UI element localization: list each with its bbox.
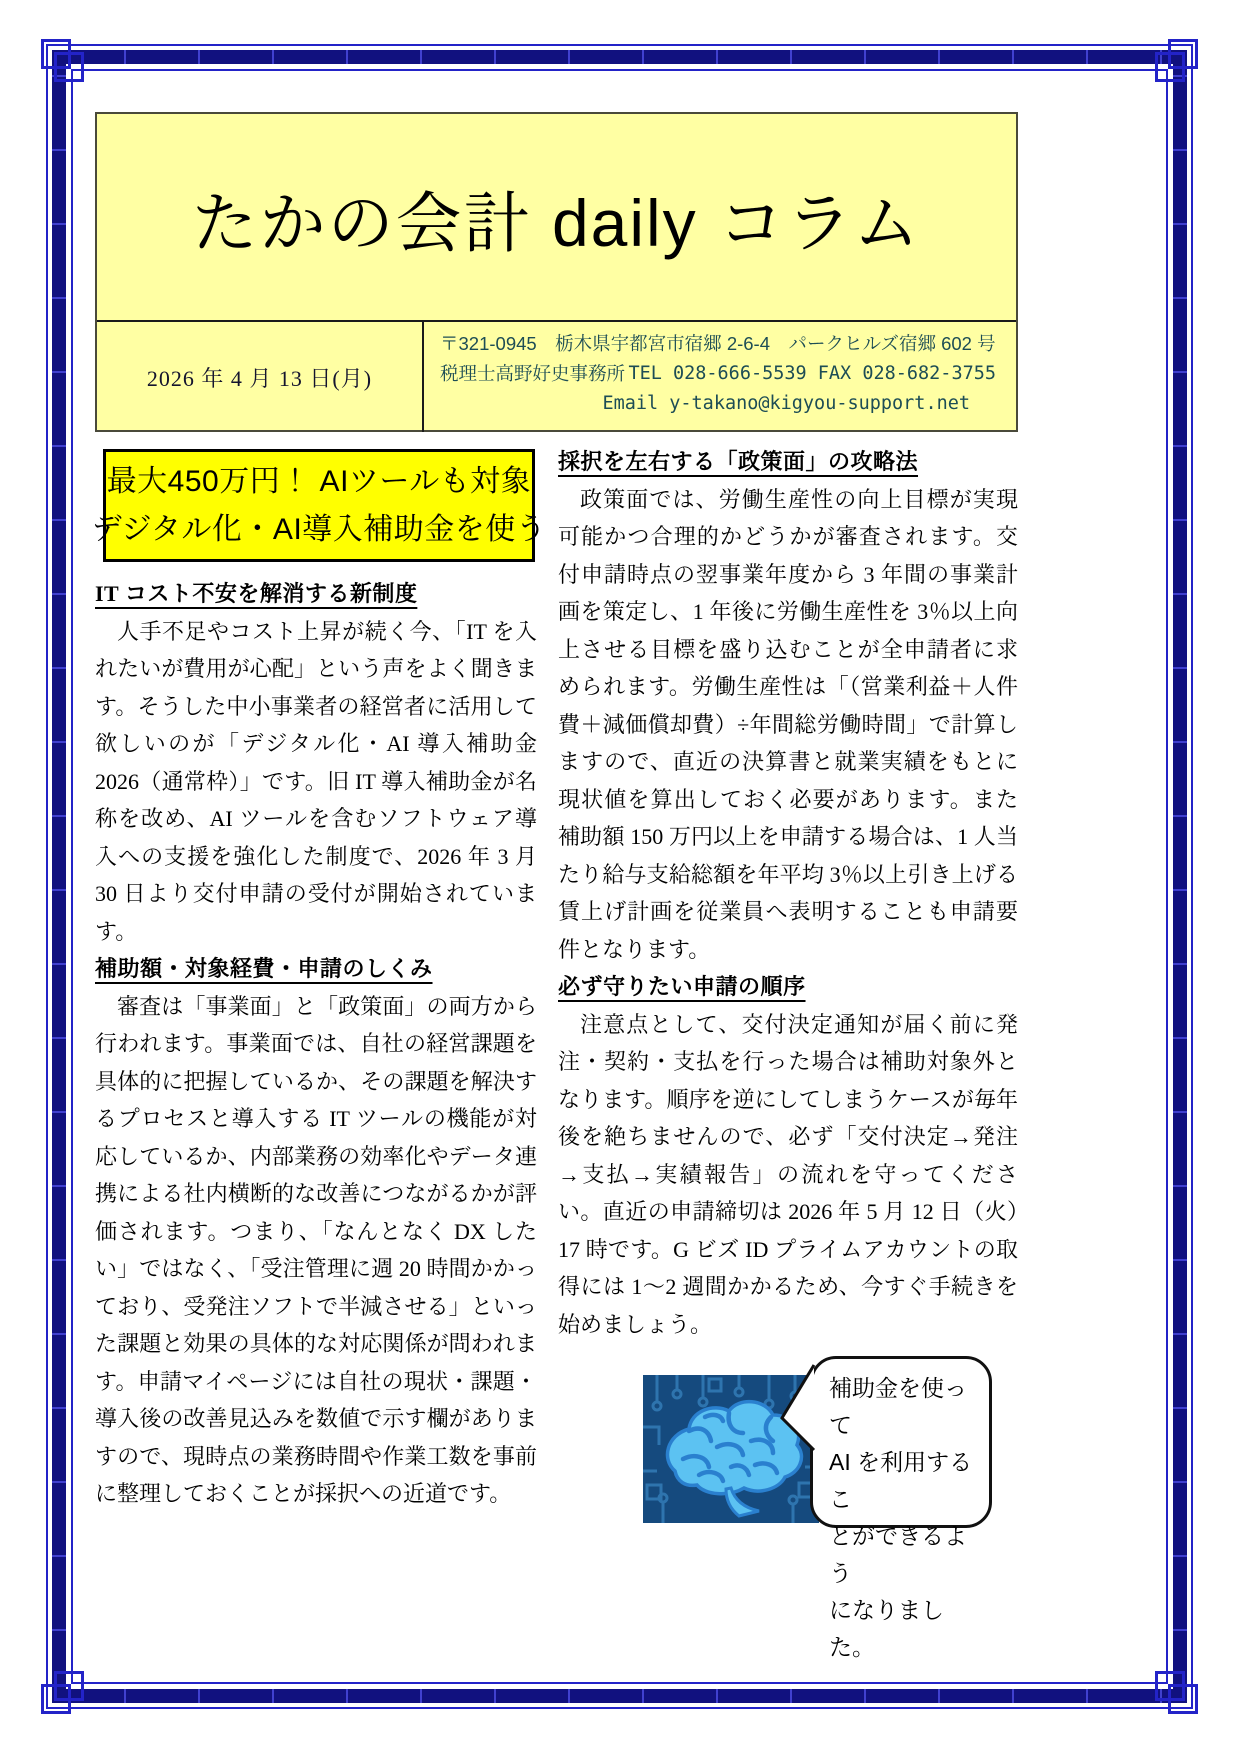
office-address: 〒321-0945 栃木県宇都宮市宿郷 2-6-4 パークヒルズ宿郷 602 号 (440, 333, 996, 354)
newsletter-title-row (97, 114, 1016, 322)
section-body: 注意点として、交付決定通知が届く前に発注・契約・支払を行った場合は補助対象外となります。順序を逆にしてしまうケースが毎年後を絶ちませんので、必ず「交付決定→発注→支払→実績報告」の流れを守ってください。直近の申請締切は 2026 年 5 月 12 日（火）17 時です。G ビズ ID プライムアカウントの取得には 1～2 週間かかるため、今すぐ手続きを始めましょう。 (558, 1011, 1018, 1337)
section-body: 審査は「事業面」と「政策面」の両方から行われます。事業面では、自社の経営課題を具体的に把握しているか、その課題を解決するプロセスと導入する IT ツールの機能が対応しているか、内部業務の効率化やデータ連携による社内横断的な改善につながるかが評価されます。つまり、「なんとなく DX したい」ではなく、「受注管理に週 20 時間かかっており、受発注ソフトで半減させる」といった課題と効果の具体的な対応関係が問われます。申請マイページには自社の現状・課題・導入後の改善見込みを数値で示す欄がありますので、現時点の業務時間や作業工数を事前に整理しておくことが採択への近道です。 (95, 993, 537, 1506)
section-body: 政策面では、労働生産性の向上目標が実現可能かつ合理的かどうかが審査されます。交付申請時点の翌事業年度から 3 年間の事業計画を策定し、1 年後に労働生産性を 3％以上向上させる目標を盛り込むことが全申請者に求められます。労働生産性は「（営業利益＋人件費＋減価償却費）÷年間総労働時間」で計算しますので、直近の決算書と就業実績をもとに現状値を算出しておく必要があります。また補助額 150 万円以上を申請する場合は、1 人当たり給与支給総額を年平均 3％以上引き上げる賃上げ計画を従業員へ表明することも申請要件となります。 (558, 486, 1018, 962)
corner-ornament-bottom-left (54, 1671, 84, 1701)
newsletter-title: たかの会計 daily コラム (191, 185, 922, 260)
masthead-info-row (97, 322, 1016, 432)
office-email: Email y-takano@kigyou-support.net (602, 393, 970, 414)
corner-ornament-top-right (1168, 39, 1198, 69)
issue-date: 2026 年 4 月 13 日(月) (97, 322, 424, 432)
section-heading: 採択を左右する「政策面」の攻略法 (558, 449, 919, 474)
masthead (95, 112, 1018, 432)
page-border-band-left (52, 50, 66, 1703)
corner-ornament-top-left (41, 39, 71, 69)
lead-headline-box (91, 449, 547, 562)
corner-ornament-top-right (1155, 52, 1185, 82)
bubble-line: AI を利用するこ (829, 1449, 973, 1512)
section-heading: IT コスト不安を解消する新制度 (95, 581, 418, 606)
corner-ornament-bottom-right (1168, 1684, 1198, 1714)
headline-line2: デジタル化・AI導入補助金を使う (91, 512, 547, 546)
office-tel-fax: TEL 028-666-5539 FAX 028-682-3755 (628, 363, 996, 384)
headline-line1: 最大450万円！ AIツールも対象 (106, 464, 532, 498)
section-heading: 補助額・対象経費・申請のしくみ (95, 956, 433, 981)
page-border-band-top (52, 50, 1187, 64)
speech-bubble-tail (778, 1362, 816, 1454)
office-contact-block (424, 322, 1016, 432)
section-body: 人手不足やコスト上昇が続く今、「IT を入れたいが費用が心配」という声をよく聞きます。そうした中小事業者の経営者に活用して欲しいのが「デジタル化・AI 導入補助金 2026（通常枠）」です。旧 IT 導入補助金が名称を改め、AI ツールを含むソフトウェア導入への支援を強化した制度で、2026 年 3 月 30 日より交付申請の受付が開始されています。 (95, 618, 537, 944)
section-heading: 必ず守りたい申請の順序 (558, 974, 806, 999)
left-column (95, 575, 537, 1513)
corner-ornament-bottom-left (41, 1684, 71, 1714)
office-name: 税理士高野好史事務所 (440, 363, 626, 384)
bubble-line: 補助金を使って (829, 1375, 967, 1438)
corner-ornament-top-left (54, 52, 84, 82)
page-border-band-bottom (52, 1689, 1187, 1703)
right-column (558, 443, 1018, 1343)
bubble-line: とができるよう (829, 1523, 967, 1586)
speech-bubble (810, 1356, 992, 1660)
page-border-band-right (1173, 50, 1187, 1703)
corner-ornament-bottom-right (1155, 1671, 1185, 1701)
office-name-and-phone (440, 359, 1002, 389)
bubble-line: になりました。 (829, 1597, 944, 1660)
